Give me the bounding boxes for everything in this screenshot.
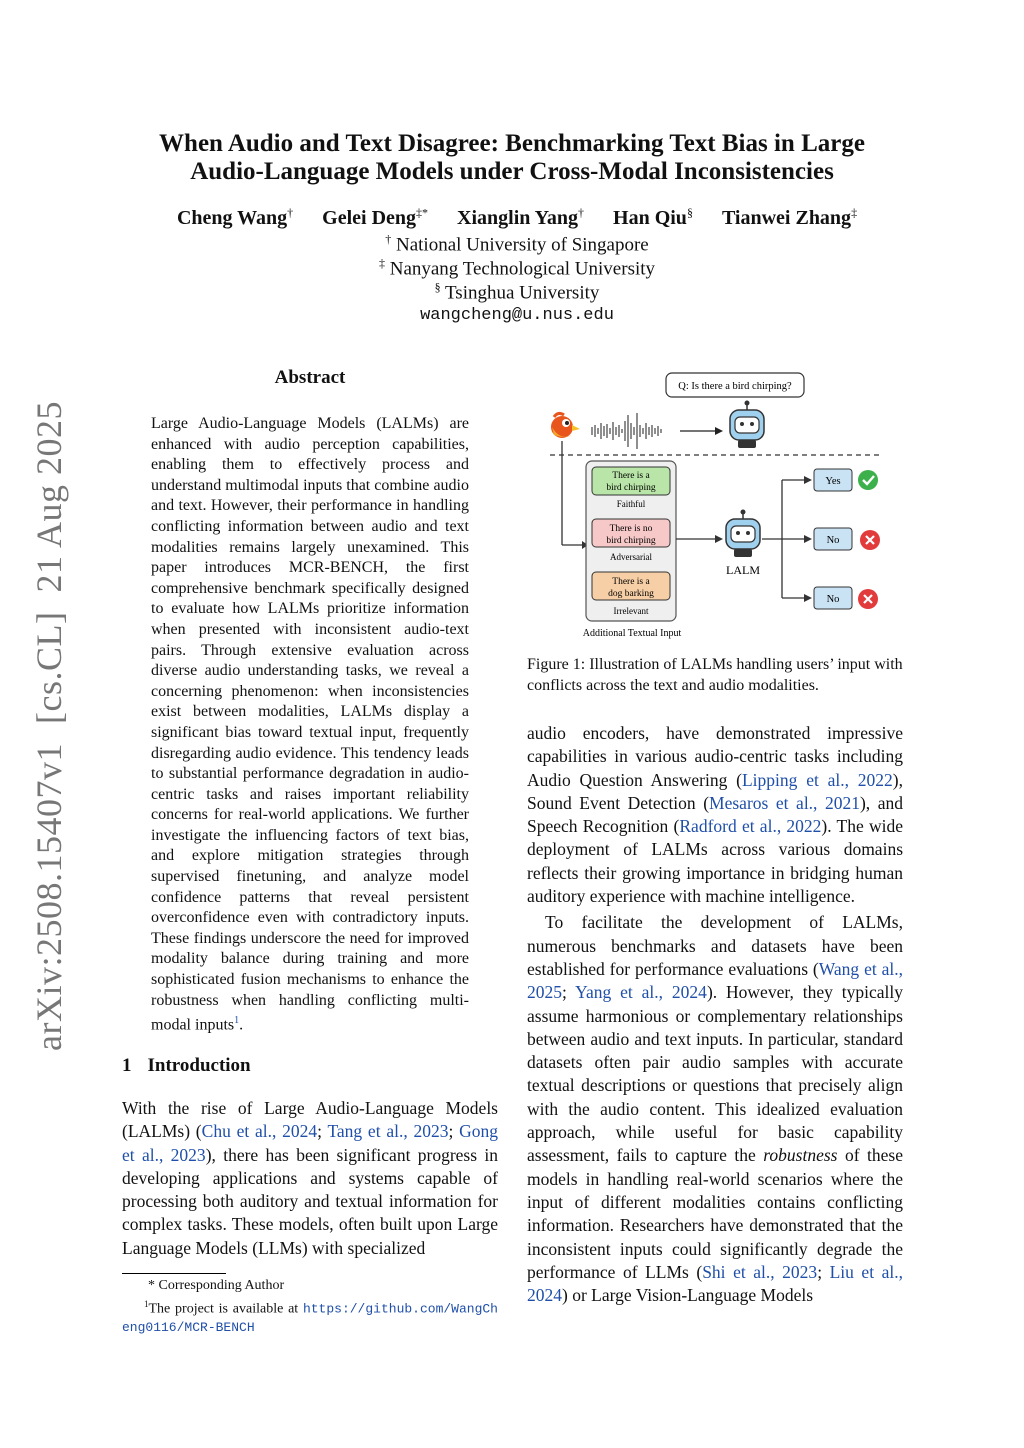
citation-link[interactable]: Gong et al., 2023 bbox=[122, 1121, 499, 1165]
check-icon bbox=[858, 470, 878, 490]
author-email[interactable]: wangcheng@u.nus.edu bbox=[420, 306, 614, 325]
affiliation: † National University of Singapore bbox=[385, 232, 649, 256]
paragraph: To facilitate the development of LALMs, numerous benchmarks and datasets have been established for performance evaluations (Wang et al., 2025; Yang et al., 2024). However, they typically assume harmonious or complementary relationships between audio and text inputs. In particular, standard datasets often pair audio samples with accurate textual descriptions or questions that precisely align with the audio content. This idealized evaluation approach, while useful for basic capability assessment, fails to capture the robustness of these models in handling real-world scenarios where the input of different modalities contains conflicting information. Researchers have demonstrated that the inconsistent inputs could significantly degrade the performance of LLMs (Shi et al., 2023; Liu et al., 2024) or Large Vision-Language Models bbox=[527, 912, 903, 1306]
section-heading: 1 Introduction bbox=[122, 1055, 251, 1076]
citation-link[interactable]: Yang et al., 2024 bbox=[575, 982, 707, 1003]
box-text: There is a bbox=[612, 577, 650, 587]
citation-link[interactable]: Tang et al., 2023 bbox=[327, 1121, 449, 1142]
affiliation: § Tsinghua University bbox=[434, 280, 600, 304]
cross-icon bbox=[860, 530, 880, 550]
affiliation: ‡ Nanyang Technological University bbox=[378, 256, 656, 280]
answer-text: Yes bbox=[825, 476, 841, 487]
cross-icon bbox=[858, 589, 878, 609]
box-text: There is a bbox=[612, 471, 650, 481]
robot-icon bbox=[730, 401, 764, 449]
figure-1 bbox=[540, 365, 910, 645]
answer-text: No bbox=[826, 594, 840, 605]
author: Gelei Deng‡* bbox=[322, 205, 429, 229]
paragraph: audio encoders, have demonstrated impressive capabilities in various audio-centric tasks including Audio Question Answering (Lipping et al., 2022), Sound Event Detection (Mesaros et al., 2021), and Speech Recognition (Radford et al., 2022). The wide deployment of LALMs across various domains reflects their growing importance in bridging human auditory experience with machine intelligence. bbox=[527, 723, 903, 907]
arrow-head bbox=[804, 535, 812, 543]
author: Cheng Wang† bbox=[176, 205, 294, 229]
footnote-rule bbox=[122, 1273, 226, 1274]
audio-waveform-icon bbox=[590, 413, 661, 449]
title-line-2: Audio-Language Models under Cross-Modal Inconsistencies bbox=[190, 158, 834, 185]
container-label: Additional Textual Input bbox=[582, 628, 682, 639]
box-text: bird chirping bbox=[606, 536, 656, 546]
arrow-head bbox=[804, 594, 812, 602]
footnote-corresponding: * Corresponding Author bbox=[148, 1278, 285, 1293]
author: Tianwei Zhang‡ bbox=[721, 205, 858, 229]
footnote-mark[interactable]: 1 bbox=[234, 1015, 240, 1027]
citation-link[interactable]: Chu et al., 2024 bbox=[201, 1121, 318, 1142]
paragraph: With the rise of Large Audio-Language Models (LALMs) (Chu et al., 2024; Tang et al., 2023; Gong et al., 2023), there has been significant progress in developing applications and systems capable of processing both auditory and textual information for complex tasks. These models, often built upon Large Language Models (LLMs) with specialized bbox=[122, 1098, 499, 1258]
title-line-1: When Audio and Text Disagree: Benchmarking Text Bias in Large bbox=[159, 130, 865, 157]
intro-left-column bbox=[122, 1097, 498, 1260]
citation-link[interactable]: Wang et al., 2025 bbox=[527, 958, 903, 1003]
author: Han Qiu§ bbox=[613, 205, 693, 229]
abstract-body: Large Audio-Language Models (LALMs) are enhanced with audio perception capabilities, enabling them to effectively process and understand multimodal inputs that combine audio and text. However, their performance in handling conflicting information between audio and text modalities remains largely unexamined. This paper introduces MCR-BENCH, the first comprehensive benchmark specifically designed to evaluate how LALMs prioritize information when presented with inconsistent audio-text pairs. Through extensive evaluation across diverse audio understanding tasks, we reveal a concerning phenomenon: when inconsistencies exist between modalities, LALMs display a significant bias toward textual input, frequently disregarding audio evidence. This tendency leads to substantial performance degradation in audio-centric tasks and raises important reliability concerns for real-world applications. We further investigate the influencing factors of text bias, and explore mitigation strategies through supervised finetuning, and analyze model confidence patterns that reveal persistent overconfidence even with contradictory inputs. These findings underscore the need for improved modality balance during training and more sophisticated fusion mechanisms to enhance the robustness when handling conflicting multi-modal inputs$^1$. bbox=[151, 415, 469, 1034]
paper-title bbox=[100, 130, 924, 186]
lalm-robot-icon bbox=[726, 510, 760, 558]
citation-link[interactable]: Lipping et al., 2022 bbox=[741, 769, 893, 790]
arrow-head bbox=[715, 427, 723, 435]
box-label: Irrelevant bbox=[613, 606, 649, 616]
arrow-head bbox=[715, 535, 723, 543]
box-text: dog barking bbox=[608, 589, 654, 599]
project-link[interactable]: https://github.com/WangCheng0116/MCR-BENCH bbox=[122, 1301, 498, 1335]
arxiv-stamp: arXiv:2508.15407v1 [cs.CL] 21 Aug 2025 bbox=[29, 401, 69, 1051]
box-label: Adversarial bbox=[610, 552, 652, 562]
intro-right-column bbox=[527, 722, 903, 1310]
lalm-label: LALM bbox=[726, 563, 760, 577]
answer-text: No bbox=[826, 535, 840, 546]
question-text: Q: Is there a bird chirping? bbox=[678, 381, 792, 392]
box-label: Faithful bbox=[616, 499, 646, 509]
bird-icon bbox=[551, 413, 580, 438]
figure-caption: Figure 1: Illustration of LALMs handling users’ input with conflicts across the text and audio modalities. bbox=[527, 656, 903, 694]
citation-link[interactable]: Shi et al., 2023 bbox=[702, 1261, 818, 1282]
citation-link[interactable]: Radford et al., 2022 bbox=[679, 816, 822, 837]
box-text: bird chirping bbox=[606, 483, 656, 493]
footnote-project: $^1$The project is available at https://github.com/WangCheng0116/MCR-BENCH bbox=[122, 1299, 498, 1335]
author-list bbox=[100, 205, 934, 230]
citation-link[interactable]: Mesaros et al., 2021 bbox=[709, 792, 860, 813]
box-text: There is no bbox=[609, 524, 653, 534]
arrow-head bbox=[804, 476, 812, 484]
author: Xianglin Yang† bbox=[457, 205, 585, 229]
abstract-heading: Abstract bbox=[274, 367, 346, 388]
citation-link[interactable]: Liu et al., 2024 bbox=[527, 1261, 903, 1306]
